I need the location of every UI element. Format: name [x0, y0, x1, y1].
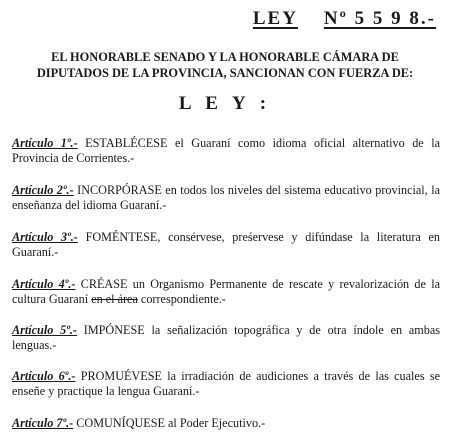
article-text: IMPÓNESE la señalización topográfica y de otra índole en ambas lenguas.-: [12, 323, 441, 352]
law-number: Nº 5 5 9 8.-: [323, 8, 436, 29]
article-text: ESTABLÉCESE el Guaraní como idioma oficial alternativo de la Provincia de Corrientes.-: [12, 136, 440, 165]
article-text-end: correspondiente.-: [137, 292, 226, 306]
article-label: Artículo 1º.-: [12, 136, 78, 150]
struck-text: en el área: [91, 292, 138, 306]
article-6: [12, 369, 440, 399]
article-text: INCORPÓRASE en todos los niveles del sistema educativo provincial, la enseñanza del idioma Guaraní.-: [12, 183, 440, 212]
article-text: COMUNÍQUESE al Poder Ejecutivo.-: [73, 416, 266, 430]
article-label: Artículo 5º.-: [12, 323, 77, 337]
article-text: PROMUÉVESE la irradiación de audiciones a través de las cuales se enseñe y practique la lengua Guaraní.-: [12, 369, 440, 398]
article-1: [12, 136, 440, 166]
law-number-heading: [253, 8, 436, 30]
article-label: Artículo 7º.-: [12, 416, 74, 430]
article-label: Artículo 2º.-: [12, 183, 74, 197]
ley-heading: L E Y :: [178, 93, 272, 114]
law-label: LEY: [252, 8, 298, 29]
article-label: Artículo 6º.-: [12, 369, 76, 383]
article-label: Artículo 4º.-: [12, 277, 76, 291]
article-text: FOMÉNTESE, consérvese, preśervese y difúndase la literatura en Guaraní.-: [12, 230, 440, 259]
article-3: [12, 230, 440, 260]
article-text: CRÉASE un Organismo Permanente de rescate y revalorización de la cultura Guaraní: [12, 277, 440, 306]
preamble: EL HONORABLE SENADO Y LA HONORABLE CÁMARA DE DIPUTADOS DE LA PROVINCIA, SANCIONAN CON FUERZA DE:: [36, 50, 414, 80]
article-4: [12, 277, 440, 307]
article-2: [12, 183, 440, 213]
article-7: [12, 416, 440, 431]
article-5: [12, 323, 440, 353]
article-label: Artículo 3º.-: [12, 230, 78, 244]
